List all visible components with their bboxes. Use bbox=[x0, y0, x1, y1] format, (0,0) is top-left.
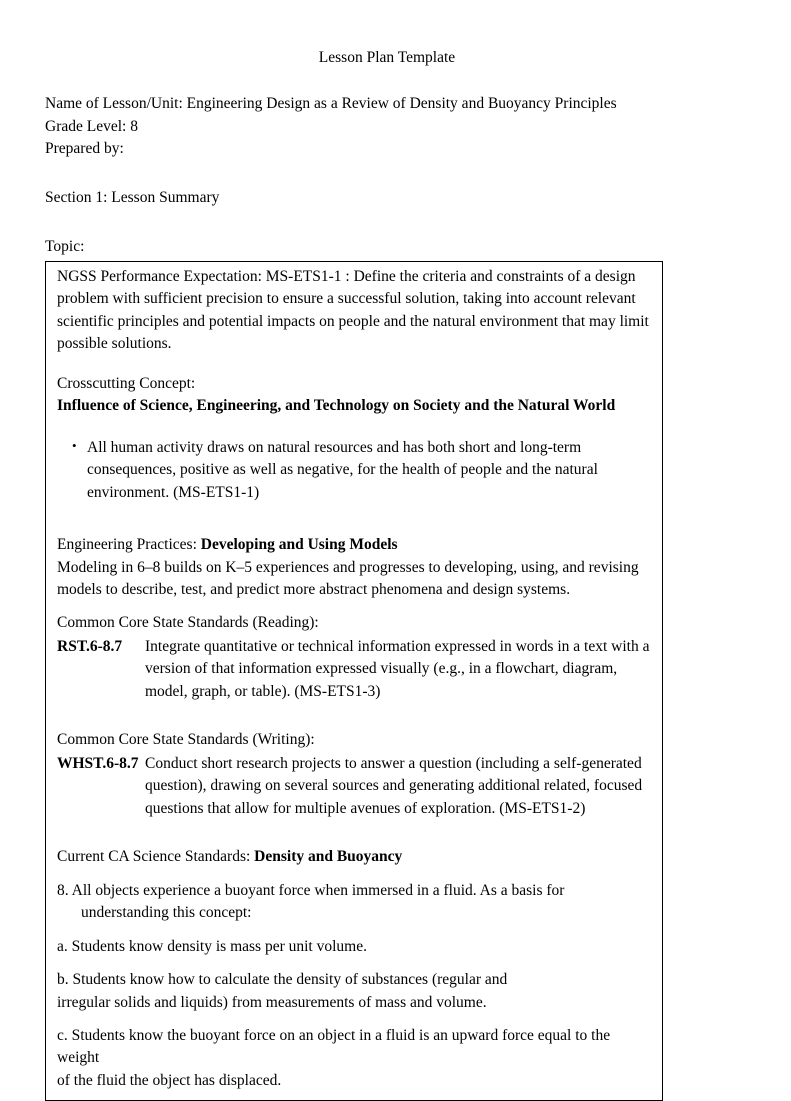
ca-standards-value: Density and Buoyancy bbox=[254, 848, 403, 866]
ca-item-c-line2: of the fluid the object has displaced. bbox=[57, 1071, 282, 1089]
ca-item-c-line1: c. Students know the buoyant force on an object in a fluid is an upward force equal to the weight bbox=[57, 1027, 611, 1067]
crosscutting-bullet-text: All human activity draws on natural resources and has both short and long-term consequences, positive as well as negative, for the health of people and the natural environment. (MS-ETS1-1) bbox=[87, 438, 598, 501]
standards-frame bbox=[45, 261, 663, 1101]
topic-label: Topic: bbox=[45, 238, 85, 256]
crosscutting-concept-label: Crosscutting Concept: bbox=[57, 374, 196, 392]
ccss-writing-code: WHST.6-8.7 bbox=[57, 754, 139, 772]
crosscutting-bullet-item bbox=[57, 437, 651, 504]
ca-item-8: 8. All objects experience a buoyant force when immersed in a fluid. As a basis for bbox=[57, 881, 565, 899]
ca-item-b-line2: irregular solids and liquids) from measurements of mass and volume. bbox=[57, 993, 487, 1011]
meta-prepared-by: Prepared by: bbox=[45, 140, 124, 158]
meta-grade-level: Grade Level: 8 bbox=[45, 117, 138, 135]
ccss-writing-text: Conduct short research projects to answer a question (including a self-generated question), drawing on several sources and generating additional related, focused questions that allow for multiple avenues of exploration. (MS-ETS1-2) bbox=[145, 754, 643, 817]
meta-lesson-name: Name of Lesson/Unit: Engineering Design as a Review of Density and Buoyancy Principles bbox=[45, 94, 617, 112]
engineering-practices-line bbox=[57, 534, 651, 556]
section-heading: Section 1: Lesson Summary bbox=[45, 189, 220, 207]
engineering-practices-label: Engineering Practices: bbox=[57, 536, 201, 554]
ca-item-b-line1: b. Students know how to calculate the density of substances (regular and bbox=[57, 971, 508, 989]
ccss-writing-row bbox=[57, 753, 651, 820]
ca-standards-label: Current CA Science Standards: bbox=[57, 848, 255, 866]
ngss-performance-expectation: NGSS Performance Expectation: MS-ETS1-1 : Define the criteria and constraints of a design problem with sufficient precision to ensure a successful solution, taking into account relevant scientific principles and potential impacts on people and the natural environment that may limit possible solutions. bbox=[57, 267, 649, 353]
ccss-reading-label: Common Core State Standards (Reading): bbox=[57, 614, 319, 632]
lesson-meta-block bbox=[45, 93, 729, 161]
ca-standards-line bbox=[57, 846, 651, 868]
ca-item-a: a. Students know density is mass per unit volume. bbox=[57, 937, 367, 955]
ccss-writing-label: Common Core State Standards (Writing): bbox=[57, 731, 315, 749]
engineering-practices-body: Modeling in 6–8 builds on K–5 experiences and progresses to developing, using, and revising models to describe, test, and predict more abstract phenomena and design systems. bbox=[57, 558, 639, 598]
crosscutting-concept-value: Influence of Science, Engineering, and Technology on Society and the Natural World bbox=[57, 397, 616, 415]
ca-item-8-continued: understanding this concept: bbox=[81, 904, 252, 922]
bullet-icon: • bbox=[72, 437, 77, 453]
ccss-reading-code: RST.6-8.7 bbox=[57, 637, 123, 655]
engineering-practices-value: Developing and Using Models bbox=[200, 536, 398, 554]
ccss-reading-row bbox=[57, 636, 651, 703]
page-title: Lesson Plan Template bbox=[318, 49, 456, 66]
ccss-reading-text: Integrate quantitative or technical information expressed in words in a text with a version of that information expressed visually (e.g., in a flowchart, diagram, model, graph, or table). (MS-ETS1-3) bbox=[145, 637, 650, 700]
